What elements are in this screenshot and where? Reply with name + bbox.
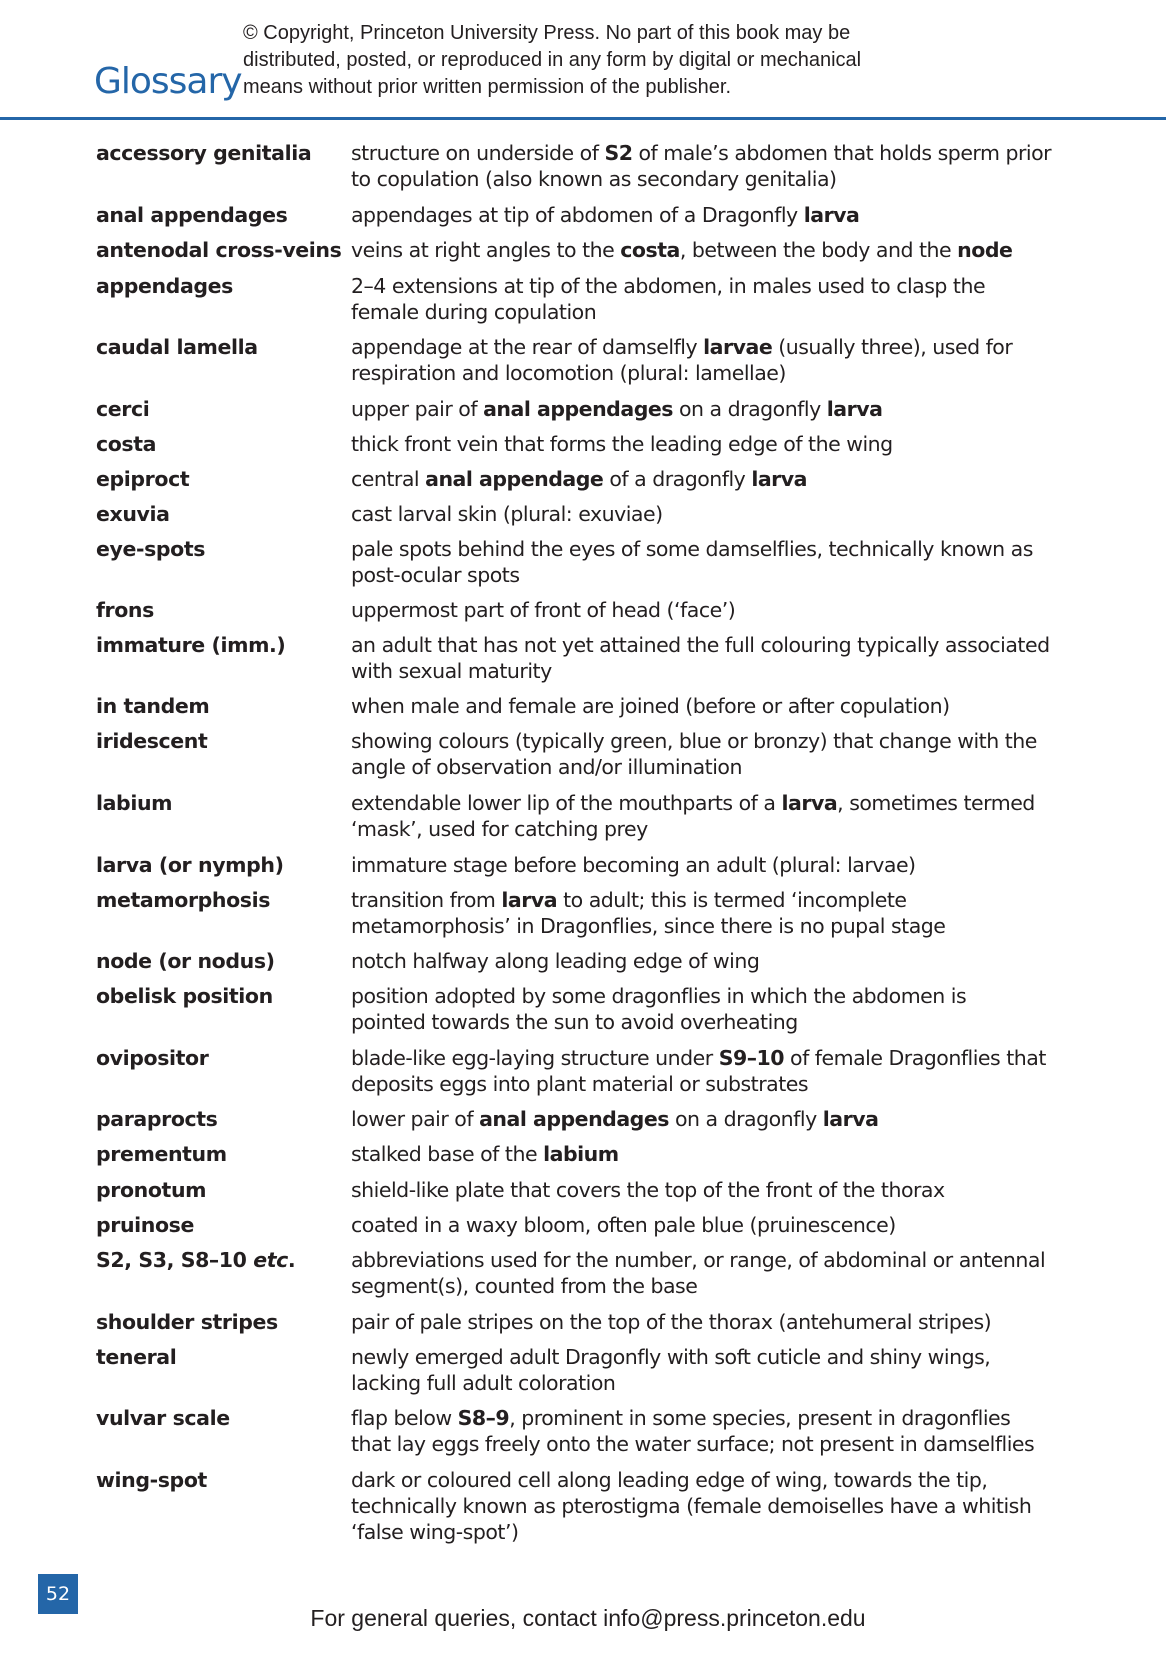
definition-line xyxy=(351,396,1051,422)
definition-text: on a dragonfly xyxy=(672,397,827,421)
definition-line xyxy=(351,754,1051,780)
cross-reference-term: larva xyxy=(781,791,838,815)
copyright-line: © Copyright, Princeton University Press. No part of this book may be xyxy=(243,22,851,44)
definition-line xyxy=(351,299,1051,325)
definition-text: an adult that has not yet attained the full colouring typically associated xyxy=(351,633,1050,657)
glossary-term: vulvar scale xyxy=(96,1406,230,1430)
cross-reference-term: larva xyxy=(803,203,860,227)
cross-reference-term: larva xyxy=(826,397,883,421)
glossary-term: costa xyxy=(96,432,157,456)
definition-line xyxy=(351,166,1051,192)
definition-text: respiration and locomotion (plural: lamellae) xyxy=(351,361,786,385)
glossary-definition xyxy=(351,536,1051,588)
definition-text: ‘mask’, used for catching prey xyxy=(351,817,648,841)
glossary-term: epiproct xyxy=(96,467,190,491)
definition-text: technically known as pterostigma (female demoiselles have a whitish xyxy=(351,1494,1032,1518)
definition-text: when male and female are joined (before or after copulation) xyxy=(351,694,950,718)
term-abbreviation: etc xyxy=(253,1248,288,1272)
definition-text: (usually three), used for xyxy=(772,335,1013,359)
glossary-term: in tandem xyxy=(96,694,210,718)
definition-text: that lay eggs freely onto the water surface; not present in damselflies xyxy=(351,1432,1035,1456)
definition-line xyxy=(351,816,1051,842)
cross-reference-term: costa xyxy=(620,238,680,262)
glossary-term: node (or nodus) xyxy=(96,949,275,973)
glossary-definition xyxy=(351,597,1051,623)
definition-line xyxy=(351,562,1051,588)
definition-line xyxy=(351,1071,1051,1097)
cross-reference-term: node xyxy=(957,238,1013,262)
definition-line xyxy=(351,237,1051,263)
definition-text: , between the body and the xyxy=(679,238,958,262)
glossary-definition xyxy=(351,202,1051,228)
definition-line xyxy=(351,1045,1051,1071)
definition-text: to copulation (also known as secondary genitalia) xyxy=(351,167,837,191)
glossary-definition xyxy=(351,1344,1051,1396)
definition-text: 2–4 extensions at tip of the abdomen, in males used to clasp the xyxy=(351,274,986,298)
definition-line xyxy=(351,466,1051,492)
definition-line xyxy=(351,887,1051,913)
glossary-definition xyxy=(351,1106,1051,1132)
definition-line xyxy=(351,334,1051,360)
definition-text: notch halfway along leading edge of wing xyxy=(351,949,760,973)
cross-reference-term: larva xyxy=(751,467,807,491)
definition-text: showing colours (typically green, blue or bronzy) that change with the xyxy=(351,729,1037,753)
definition-text: pointed towards the sun to avoid overheating xyxy=(351,1010,798,1034)
definition-line xyxy=(351,1247,1051,1273)
definition-line xyxy=(351,1009,1051,1035)
glossary-term: shoulder stripes xyxy=(96,1310,278,1334)
definition-text: on a dragonfly xyxy=(668,1107,823,1131)
definition-line xyxy=(351,1431,1051,1457)
definition-text: immature stage before becoming an adult (plural: larvae) xyxy=(351,853,916,877)
definition-line xyxy=(351,597,1051,623)
definition-text: of a dragonfly xyxy=(603,467,752,491)
glossary-definition xyxy=(351,1045,1051,1097)
glossary-definition xyxy=(351,140,1051,192)
glossary-definition xyxy=(351,1177,1051,1203)
glossary-definition xyxy=(351,1141,1051,1167)
glossary-term: anal appendages xyxy=(96,203,288,227)
definition-line xyxy=(351,1519,1051,1545)
cross-reference-term: anal appendages xyxy=(483,397,673,421)
definition-line xyxy=(351,1309,1051,1335)
cross-reference-term: larvae xyxy=(703,335,773,359)
glossary-term: pruinose xyxy=(96,1213,194,1237)
definition-line xyxy=(351,1177,1051,1203)
glossary-term: iridescent xyxy=(96,729,208,753)
glossary-term: frons xyxy=(96,598,154,622)
definition-text: post-ocular spots xyxy=(351,563,520,587)
cross-reference-term: labium xyxy=(543,1142,619,1166)
definition-line xyxy=(351,501,1051,527)
definition-text: segment(s), counted from the base xyxy=(351,1274,698,1298)
page-number: 52 xyxy=(45,1583,71,1605)
definition-text: thick front vein that forms the leading edge of the wing xyxy=(351,432,893,456)
cross-reference-term: S8–9 xyxy=(457,1406,510,1430)
glossary-term: larva (or nymph) xyxy=(96,853,284,877)
glossary-definition xyxy=(351,501,1051,527)
glossary-term: ovipositor xyxy=(96,1046,209,1070)
definition-text: female during copulation xyxy=(351,300,597,324)
definition-text: structure on underside of xyxy=(351,141,605,165)
definition-line xyxy=(351,1405,1051,1431)
definition-text: dark or coloured cell along leading edge of wing, towards the tip, xyxy=(351,1468,988,1492)
definition-text: of female Dragonflies that xyxy=(784,1046,1046,1070)
footer-contact: For general queries, contact info@press.princeton.edu xyxy=(310,1605,866,1631)
definition-line xyxy=(351,273,1051,299)
definition-text: blade-like egg-laying structure under xyxy=(351,1046,719,1070)
glossary-term: exuvia xyxy=(96,502,170,526)
definition-text: cast larval skin (plural: exuviae) xyxy=(351,502,663,526)
definition-text: extendable lower lip of the mouthparts of a xyxy=(351,791,782,815)
definition-text: lower pair of xyxy=(351,1107,480,1131)
definition-line xyxy=(351,536,1051,562)
glossary-definition xyxy=(351,728,1051,780)
definition-text: metamorphosis’ in Dragonflies, since there is no pupal stage xyxy=(351,914,946,938)
glossary-definition xyxy=(351,983,1051,1035)
glossary-definition xyxy=(351,1212,1051,1238)
definition-text: upper pair of xyxy=(351,397,484,421)
cross-reference-term: S9–10 xyxy=(718,1046,785,1070)
definition-line xyxy=(351,913,1051,939)
glossary-definition xyxy=(351,852,1051,878)
cross-reference-term: S2 xyxy=(604,141,633,165)
glossary-term: obelisk position xyxy=(96,984,273,1008)
glossary-definition xyxy=(351,1405,1051,1457)
glossary-definition xyxy=(351,396,1051,422)
glossary-term: appendages xyxy=(96,274,233,298)
glossary-term: antenodal cross-veins xyxy=(96,238,342,262)
glossary-definition xyxy=(351,466,1051,492)
definition-line xyxy=(351,658,1051,684)
glossary-term: paraprocts xyxy=(96,1107,218,1131)
glossary-term: prementum xyxy=(96,1142,227,1166)
copyright-notice xyxy=(243,20,943,101)
glossary-term: immature (imm.) xyxy=(96,633,286,657)
copyright-line: means without prior written permission of the publisher. xyxy=(243,76,732,98)
glossary-definition xyxy=(351,887,1051,939)
definition-text: to adult; this is termed ‘incomplete xyxy=(557,888,907,912)
cross-reference-term: anal appendages xyxy=(479,1107,669,1131)
definition-line xyxy=(351,202,1051,228)
glossary-definition xyxy=(351,1467,1051,1545)
definition-text: deposits eggs into plant material or substrates xyxy=(351,1072,809,1096)
cross-reference-term: anal appendage xyxy=(425,467,604,491)
glossary-term: caudal lamella xyxy=(96,335,258,359)
glossary-term: wing-spot xyxy=(96,1468,207,1492)
definition-text: lacking full adult coloration xyxy=(351,1371,616,1395)
glossary-term: eye-spots xyxy=(96,537,206,561)
definition-text: appendage at the rear of damselfly xyxy=(351,335,704,359)
definition-line xyxy=(351,431,1051,457)
definition-text: of male’s abdomen that holds sperm prior xyxy=(632,141,1052,165)
definition-text: coated in a waxy bloom, often pale blue (pruinescence) xyxy=(351,1213,896,1237)
glossary-definition xyxy=(351,273,1051,325)
cross-reference-term: larva xyxy=(822,1107,879,1131)
glossary-term: labium xyxy=(96,791,173,815)
definition-line xyxy=(351,1467,1051,1493)
definition-text: transition from xyxy=(351,888,502,912)
definition-line xyxy=(351,852,1051,878)
glossary-term: metamorphosis xyxy=(96,888,271,912)
definition-line xyxy=(351,632,1051,658)
definition-text: appendages at tip of abdomen of a Dragonfly xyxy=(351,203,804,227)
definition-text: uppermost part of front of head (‘face’) xyxy=(351,598,736,622)
definition-text: newly emerged adult Dragonfly with soft cuticle and shiny wings, xyxy=(351,1345,991,1369)
copyright-line: distributed, posted, or reproduced in any form by digital or mechanical xyxy=(243,49,862,71)
definition-line xyxy=(351,1106,1051,1132)
definition-text: stalked base of the xyxy=(351,1142,544,1166)
definition-text: pair of pale stripes on the top of the thorax (antehumeral stripes) xyxy=(351,1310,992,1334)
definition-text: abbreviations used for the number, or range, of abdominal or antennal xyxy=(351,1248,1046,1272)
definition-text: , sometimes termed xyxy=(837,791,1035,815)
definition-text: angle of observation and/or illumination xyxy=(351,755,742,779)
page-title: Glossary xyxy=(94,61,242,102)
glossary-definition xyxy=(351,334,1051,386)
definition-line xyxy=(351,790,1051,816)
glossary-definition xyxy=(351,632,1051,684)
definition-line xyxy=(351,983,1051,1009)
definition-line xyxy=(351,948,1051,974)
definition-text: pale spots behind the eyes of some damselflies, technically known as xyxy=(351,537,1033,561)
definition-line xyxy=(351,1344,1051,1370)
definition-line xyxy=(351,1141,1051,1167)
glossary-term: cerci xyxy=(96,397,150,421)
definition-line xyxy=(351,728,1051,754)
definition-text: shield-like plate that covers the top of the front of the thorax xyxy=(351,1178,945,1202)
definition-line xyxy=(351,1493,1051,1519)
definition-text: with sexual maturity xyxy=(351,659,552,683)
glossary-term: pronotum xyxy=(96,1178,207,1202)
definition-text: veins at right angles to the xyxy=(351,238,621,262)
glossary-term: teneral xyxy=(96,1345,177,1369)
glossary-definition xyxy=(351,693,1051,719)
definition-line xyxy=(351,140,1051,166)
glossary-definition xyxy=(351,431,1051,457)
glossary-definition xyxy=(351,790,1051,842)
definition-text: central xyxy=(351,467,426,491)
definition-text: ‘false wing-spot’) xyxy=(351,1520,519,1544)
glossary-definition xyxy=(351,1247,1051,1299)
definition-line xyxy=(351,1370,1051,1396)
glossary-definition xyxy=(351,1309,1051,1335)
definition-line xyxy=(351,1273,1051,1299)
glossary-definition xyxy=(351,948,1051,974)
definition-text: position adopted by some dragonflies in which the abdomen is xyxy=(351,984,967,1008)
cross-reference-term: larva xyxy=(501,888,558,912)
definition-line xyxy=(351,693,1051,719)
glossary-definition xyxy=(351,237,1051,263)
definition-text: , prominent in some species, present in dragonflies xyxy=(509,1406,1011,1430)
glossary-term: S2, S3, S8–10 etc. xyxy=(96,1248,296,1272)
definition-line xyxy=(351,1212,1051,1238)
header-divider xyxy=(0,117,1166,120)
glossary-term: accessory genitalia xyxy=(96,141,312,165)
definition-text: flap below xyxy=(351,1406,458,1430)
definition-line xyxy=(351,360,1051,386)
